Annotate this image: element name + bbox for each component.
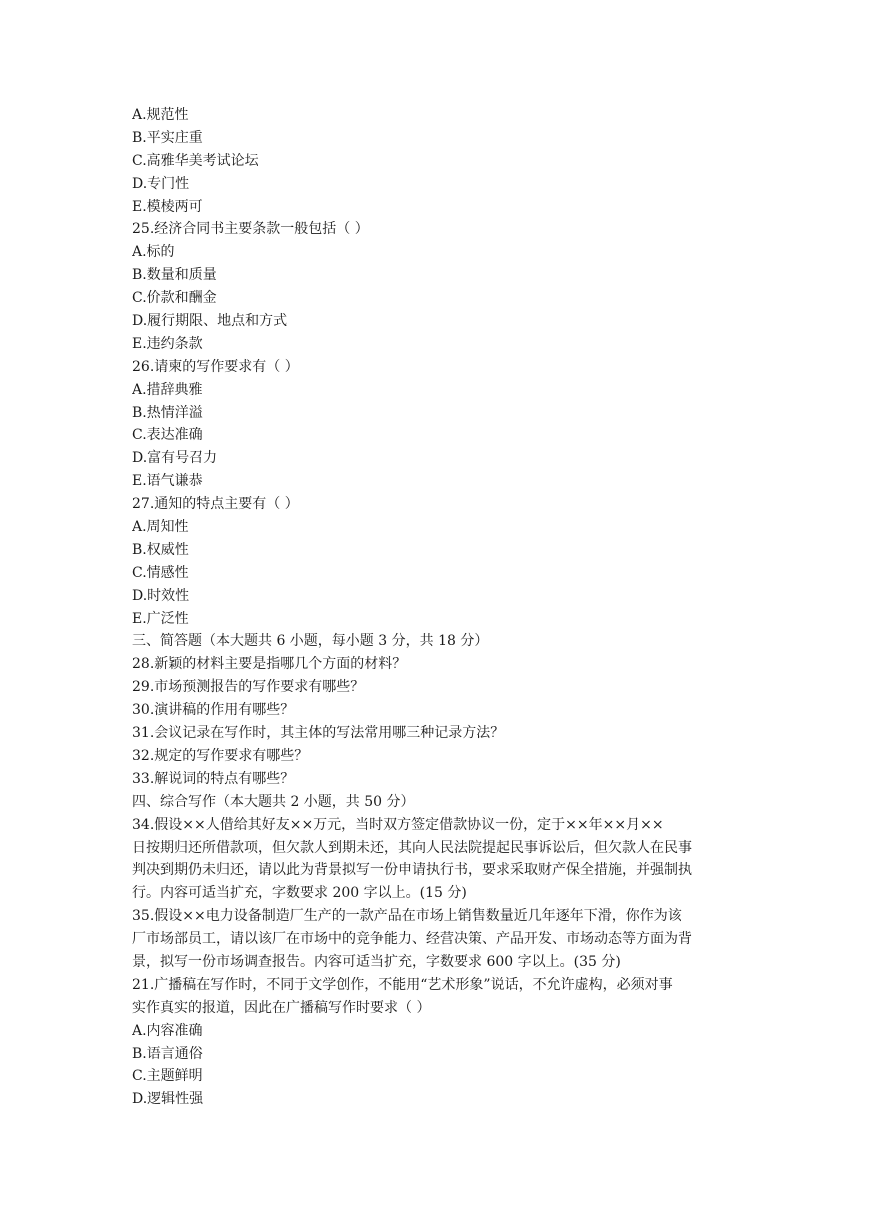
text-line: A.内容准确	[132, 1022, 203, 1039]
text-line: 25.经济合同书主要条款一般包括（ ）	[132, 221, 369, 238]
text-line: 30.演讲稿的作用有哪些？	[132, 702, 295, 719]
text-line: 行。内容可适当扩充，字数要求 200 字以上。(15 分)	[132, 885, 467, 902]
text-line: D.专门性	[132, 175, 190, 192]
text-line: 实作真实的报道，因此在广播稿写作时要求（ ）	[132, 999, 431, 1016]
text-line: B.权威性	[132, 541, 189, 558]
text-line: 三、简答题（本大题共 6 小题，每小题 3 分，共 18 分）	[132, 633, 489, 650]
text-line: E.语气谦恭	[132, 473, 203, 490]
text-line: D.富有号召力	[132, 450, 218, 467]
text-line: C.表达准确	[132, 427, 203, 444]
text-line: 28.新颖的材料主要是指哪几个方面的材料？	[132, 656, 407, 673]
text-line: 34.假设××人借给其好友××万元，当时双方签定借款协议一份，定于××年××月××	[132, 816, 664, 833]
text-line: 日按期归还所借款项，但欠款人到期未还，其向人民法院提起民事诉讼后，但欠款人在民事	[132, 839, 692, 856]
text-line: 33.解说词的特点有哪些？	[132, 770, 295, 787]
text-line: A.规范性	[132, 107, 189, 123]
text-line: 21.广播稿在写作时，不同于文学创作，不能用“艺术形象”说话，不允许虚构，必须对事	[132, 976, 673, 993]
text-line: B.语言通俗	[132, 1045, 203, 1062]
text-line: A.措辞典雅	[132, 381, 203, 398]
text-line: E.违约条款	[132, 335, 203, 352]
text-line: C.高雅华美考试论坛	[132, 152, 259, 169]
text-line: 32.规定的写作要求有哪些？	[132, 747, 309, 764]
text-line: 27.通知的特点主要有（ ）	[132, 496, 299, 513]
text-line: 35.假设××电力设备制造厂生产的一款产品在市场上销售数量近几年逐年下滑，你作为该	[132, 908, 682, 925]
text-line: C.价款和酬金	[132, 290, 217, 307]
text-line: C.情感性	[132, 564, 189, 581]
text-line: D.时效性	[132, 587, 190, 604]
text-line: 景，拟写一份市场调查报告。内容可适当扩充，字数要求 600 字以上。(35 分)	[132, 953, 621, 970]
text-line: 26.请柬的写作要求有（ ）	[132, 358, 299, 375]
text-line: E.广泛性	[132, 610, 189, 627]
text-line: 判决到期仍未归还，请以此为背景拟写一份申请执行书，要求采取财产保全措施，并强制执	[132, 862, 692, 879]
text-line: 29.市场预测报告的写作要求有哪些？	[132, 679, 365, 696]
text-line: A.周知性	[132, 519, 189, 536]
text-line: D.逻辑性强	[132, 1091, 204, 1108]
text-line: E.模棱两可	[132, 198, 203, 215]
text-line: D.履行期限、地点和方式	[132, 313, 288, 330]
document-page	[132, 104, 742, 1111]
text-line: A.标的	[132, 244, 175, 261]
text-line: B.热情洋溢	[132, 404, 203, 421]
text-line: B.数量和质量	[132, 267, 217, 284]
text-line: 四、综合写作（本大题共 2 小题，共 50 分）	[132, 793, 415, 810]
text-line: 31.会议记录在写作时，其主体的写法常用哪三种记录方法？	[132, 725, 505, 742]
text-line: C.主题鲜明	[132, 1068, 203, 1085]
text-line: B.平实庄重	[132, 129, 203, 146]
text-line: 厂市场部员工，请以该厂在市场中的竞争能力、经营决策、产品开发、市场动态等方面为背	[132, 931, 692, 948]
